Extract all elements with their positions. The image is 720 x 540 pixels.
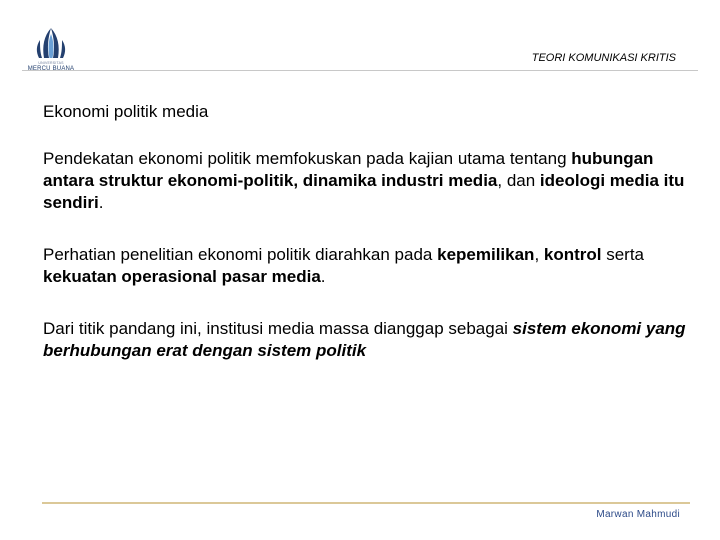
course-title: TEORI KOMUNIKASI KRITIS xyxy=(531,52,676,64)
footer-divider xyxy=(42,502,690,504)
paragraph-3-text: Dari titik pandang ini, institusi media massa dianggap sebagai xyxy=(43,319,513,338)
paragraph-1-text: Pendekatan ekonomi politik memfokuskan pada kajian utama tentang xyxy=(43,149,572,168)
university-logo xyxy=(22,24,80,74)
slide-title: Ekonomi politik media xyxy=(43,102,209,121)
paragraph-2-text: serta xyxy=(601,245,645,264)
paragraph-2-text: . xyxy=(320,267,326,286)
paragraph-3 xyxy=(43,318,703,362)
paragraph-2-text: , xyxy=(534,245,544,264)
paragraph-2-text: Perhatian penelitian ekonomi politik diarahkan pada xyxy=(43,245,438,264)
logo-subtitle: UNIVERSITAS xyxy=(38,61,64,65)
paragraph-1 xyxy=(43,148,703,214)
header-divider xyxy=(22,70,698,71)
paragraph-1-emphasis: hubungan antara struktur ekonomi-politik, dinamika industri media xyxy=(43,149,654,190)
paragraph-1-emphasis: ideologi media itu sendiri xyxy=(43,171,685,212)
logo-name: MERCU BUANA xyxy=(27,66,75,72)
paragraph-2-emphasis: kontrol xyxy=(543,245,602,264)
paragraph-1-text: . xyxy=(98,193,104,212)
paragraph-2-emphasis: kekuatan operasional pasar media xyxy=(43,267,321,286)
paragraph-2 xyxy=(43,244,703,288)
paragraph-2-emphasis: kepemilikan xyxy=(437,245,535,264)
paragraph-3-emphasis: sistem ekonomi yang berhubungan erat dengan sistem politik xyxy=(43,319,686,360)
paragraph-1-text: , dan xyxy=(497,171,540,190)
footer-author: Marwan Mahmudi xyxy=(596,509,680,520)
